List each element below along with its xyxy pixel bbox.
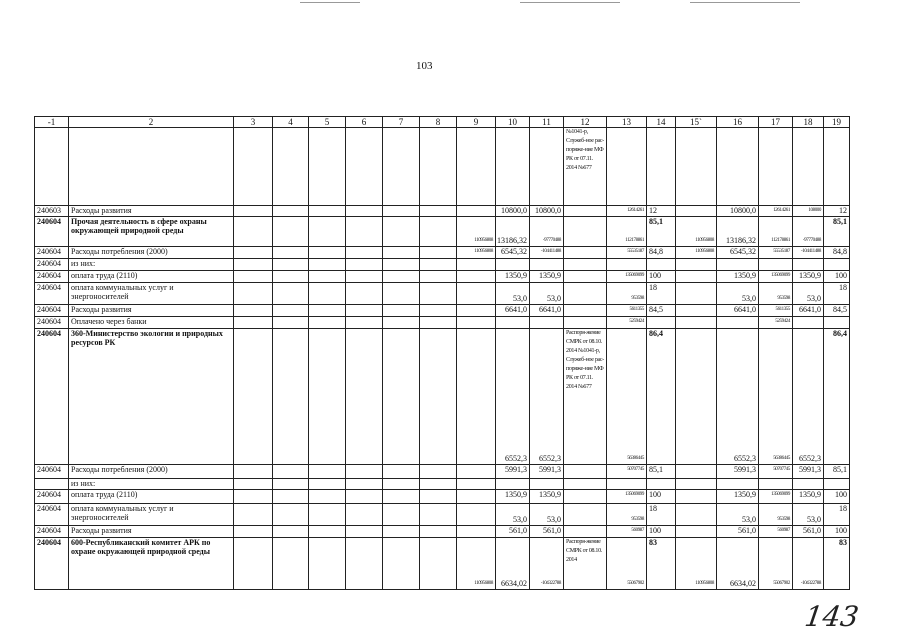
cell: 100 [824, 490, 850, 504]
cell: 5259424 [759, 317, 793, 329]
cell: 135069099 [607, 271, 647, 283]
cell: 12 [824, 206, 850, 217]
cell: 12614261 [607, 206, 647, 217]
cell: 560987 [759, 526, 793, 538]
cell: 12 [647, 206, 676, 217]
table-row [35, 305, 850, 317]
col-header: 19 [824, 117, 850, 128]
col-header: 9 [457, 117, 496, 128]
cell: -104411488 [530, 247, 564, 259]
cell: 5611355 [759, 305, 793, 317]
table-row [35, 259, 850, 271]
cell: 110956808 [676, 217, 717, 247]
table-row [35, 247, 850, 259]
table-row [35, 128, 850, 206]
cell: 112178861 [759, 217, 793, 247]
col-header: 13 [607, 117, 647, 128]
cell: 110956808 [676, 538, 717, 590]
cell: 84,8 [824, 247, 850, 259]
col-header: 15` [676, 117, 717, 128]
row-name: Расходы потребления (2000) [69, 247, 234, 259]
row-code: 240604 [35, 465, 69, 479]
table-row [35, 283, 850, 305]
cell: 50707745 [759, 465, 793, 479]
cell: 6634,02 [496, 538, 530, 590]
cell [676, 206, 717, 217]
cell: 55067902 [759, 538, 793, 590]
cell: 1350,9 [717, 490, 759, 504]
cell: 6552,3 [793, 329, 824, 465]
cell: 100 [647, 490, 676, 504]
cell: 112178861 [607, 217, 647, 247]
cell: 5991,3 [793, 465, 824, 479]
cell: 53,0 [530, 283, 564, 305]
row-code: 240604 [35, 305, 69, 317]
col-header: 2 [69, 117, 234, 128]
table-row [35, 317, 850, 329]
cell: 6545,32 [717, 247, 759, 259]
row-code: 240603 [35, 206, 69, 217]
cell: 100 [824, 271, 850, 283]
cell: 6641,0 [717, 305, 759, 317]
cell: 53,0 [717, 504, 759, 526]
cell: 5259424 [607, 317, 647, 329]
cell: 10800,0 [496, 206, 530, 217]
cell: 18 [647, 283, 676, 305]
col-header: 10 [496, 117, 530, 128]
cell: 56386445 [759, 329, 793, 465]
top-rule-2 [520, 2, 620, 3]
cell: 12614261 [759, 206, 793, 217]
cell: 110956808 [457, 247, 496, 259]
cell: 953598 [607, 283, 647, 305]
cell: 108000 [793, 206, 824, 217]
row-name: Прочая деятельность в сфере охраны окружающей природной среды [69, 217, 234, 247]
cell: 6634,02 [717, 538, 759, 590]
note-cell: №1041-р, Служеб-ное рас-поряже-ние МФ РК от 07.11. 2014 №677 [564, 128, 607, 206]
cell: 53,0 [717, 283, 759, 305]
cell: 560987 [607, 526, 647, 538]
cell: 953598 [607, 504, 647, 526]
cell: 1350,9 [793, 490, 824, 504]
cell: -104322788 [530, 538, 564, 590]
cell: 10800,0 [717, 206, 759, 217]
cell: 1350,9 [530, 271, 564, 283]
cell: 1350,9 [717, 271, 759, 283]
row-name: оплата коммунальных услуг и энергоносителей [69, 504, 234, 526]
cell: -97770488 [793, 217, 824, 247]
cell: 84,5 [647, 305, 676, 317]
cell: 1350,9 [530, 490, 564, 504]
note-cell: Распоря-жение СМРК от 08.10. 2014 №1041-р, Служеб-ное рас-поряже-ние МФ РК от 07.11. 2014 №677 [564, 329, 607, 465]
table-row [35, 217, 850, 247]
row-code: 240604 [35, 271, 69, 283]
col-header: 8 [420, 117, 457, 128]
cell: 135069099 [759, 490, 793, 504]
table-row [35, 206, 850, 217]
col-header: 5 [309, 117, 346, 128]
cell: 6552,3 [530, 329, 564, 465]
table-row [35, 479, 850, 490]
cell: 100 [824, 526, 850, 538]
cell: 85,1 [824, 465, 850, 479]
cell: 953598 [759, 283, 793, 305]
cell: 53,0 [496, 504, 530, 526]
table-row [35, 490, 850, 504]
cell: 5611355 [607, 305, 647, 317]
cell: 561,0 [717, 526, 759, 538]
cell: 83 [647, 538, 676, 590]
cell: 5991,3 [717, 465, 759, 479]
col-header: 6 [346, 117, 383, 128]
row-code: 240604 [35, 259, 69, 271]
row-code: 240604 [35, 329, 69, 465]
cell: 83 [824, 538, 850, 590]
cell: 56386445 [607, 329, 647, 465]
cell: 1350,9 [496, 490, 530, 504]
cell: 53,0 [496, 283, 530, 305]
cell: 561,0 [793, 526, 824, 538]
cell: 6552,3 [717, 329, 759, 465]
row-name: Расходы развития [69, 305, 234, 317]
table-row [35, 271, 850, 283]
col-header: 3 [234, 117, 273, 128]
col-header: 7 [383, 117, 420, 128]
cell: 1350,9 [793, 271, 824, 283]
row-name: из них: [69, 259, 234, 271]
col-header: 11 [530, 117, 564, 128]
cell: 18 [647, 504, 676, 526]
cell: 85,1 [647, 465, 676, 479]
row-name: Оплачено через банки [69, 317, 234, 329]
cell: 84,8 [647, 247, 676, 259]
row-name: 600-Республиканский комитет АРК по охране окружающей природной среды [69, 538, 234, 590]
cell: 6641,0 [530, 305, 564, 317]
cell: 561,0 [496, 526, 530, 538]
cell: 55535187 [759, 247, 793, 259]
cell: 50707745 [607, 465, 647, 479]
cell: -104411488 [793, 247, 824, 259]
cell: 100 [647, 271, 676, 283]
row-code [35, 479, 69, 490]
cell: 6641,0 [793, 305, 824, 317]
cell: 5991,3 [496, 465, 530, 479]
cell: 86,4 [647, 329, 676, 465]
cell: 53,0 [793, 504, 824, 526]
cell: 100 [647, 526, 676, 538]
row-code: 240604 [35, 217, 69, 247]
table-row [35, 538, 850, 590]
cell: 135069099 [759, 271, 793, 283]
cell [457, 206, 496, 217]
cell: 85,1 [824, 217, 850, 247]
cell: 6641,0 [496, 305, 530, 317]
cell: 135069099 [607, 490, 647, 504]
col-header: 17 [759, 117, 793, 128]
cell: 561,0 [530, 526, 564, 538]
cell: -104322788 [793, 538, 824, 590]
cell: 5991,3 [530, 465, 564, 479]
row-name: оплата коммунальных услуг и энергоносителей [69, 283, 234, 305]
row-name: из них: [69, 479, 234, 490]
cell: 1350,9 [496, 271, 530, 283]
cell: 110956808 [457, 538, 496, 590]
top-rule-1 [300, 2, 360, 3]
row-code: 240604 [35, 247, 69, 259]
row-name: Расходы развития [69, 206, 234, 217]
cell: 85,1 [647, 217, 676, 247]
cell: 55067902 [607, 538, 647, 590]
cell: 53,0 [793, 283, 824, 305]
column-header-row [35, 117, 850, 128]
cell: 86,4 [824, 329, 850, 465]
budget-table [34, 116, 850, 590]
row-name: 360-Министерство экологии и природных ресурсов РК [69, 329, 234, 465]
cell: 53,0 [530, 504, 564, 526]
cell: 110956808 [676, 247, 717, 259]
cell: 953598 [759, 504, 793, 526]
col-header: 4 [273, 117, 309, 128]
row-code: 240604 [35, 526, 69, 538]
row-name: Расходы развития [69, 526, 234, 538]
col-header: 18 [793, 117, 824, 128]
cell: 110956808 [457, 217, 496, 247]
row-name: Расходы потребления (2000) [69, 465, 234, 479]
cell: 18 [824, 283, 850, 305]
col-header: -1 [35, 117, 69, 128]
cell: 18 [824, 504, 850, 526]
cell: 55535187 [607, 247, 647, 259]
row-code: 240604 [35, 490, 69, 504]
row-code: 240604 [35, 538, 69, 590]
table-row [35, 465, 850, 479]
cell: 6552,3 [496, 329, 530, 465]
cell: 6545,32 [496, 247, 530, 259]
top-rule-3 [690, 2, 800, 3]
handwritten-page-number: 143 [802, 600, 861, 633]
row-code: 240604 [35, 504, 69, 526]
page-number: 103 [416, 60, 433, 72]
row-name: оплата труда (2110) [69, 271, 234, 283]
row-code: 240604 [35, 283, 69, 305]
table-row [35, 526, 850, 538]
cell: 10800,0 [530, 206, 564, 217]
table-row [35, 504, 850, 526]
table-row [35, 329, 850, 465]
col-header: 16 [717, 117, 759, 128]
cell: 84,5 [824, 305, 850, 317]
cell: 13186,32 [496, 217, 530, 247]
cell: 13186,32 [717, 217, 759, 247]
col-header: 14 [647, 117, 676, 128]
row-code: 240604 [35, 317, 69, 329]
note-cell: Распоря-жение СМРК от 08.10. 2014 [564, 538, 607, 590]
cell: -97770488 [530, 217, 564, 247]
col-header: 12 [564, 117, 607, 128]
row-name: оплата труда (2110) [69, 490, 234, 504]
